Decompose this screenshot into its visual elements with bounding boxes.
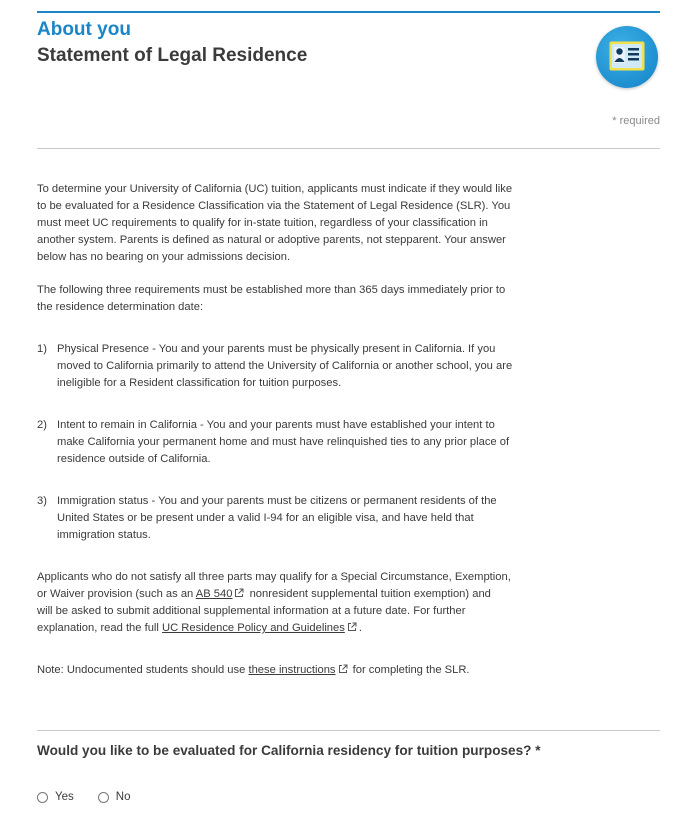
requirements-intro: The following three requirements must be established more than 365 days immediately prior to the residence determination date:	[37, 284, 506, 313]
undocumented-note	[37, 662, 515, 679]
external-link-icon	[338, 664, 348, 674]
residency-question: Would you like to be evaluated for California residency for tuition purposes? *	[37, 743, 541, 758]
list-item	[37, 417, 515, 468]
radio-yes[interactable]	[37, 792, 48, 803]
applicants-text: or Waiver provision (such as an	[37, 588, 196, 600]
these-instructions-link[interactable]: these instructions	[248, 664, 336, 676]
question-divider	[37, 730, 660, 731]
list-item	[37, 493, 515, 544]
list-item-text: Intent to remain in California - You and your parents must have established your intent to make California your permanent home and must have relinquished ties to any prior place of residence outside of California.	[57, 419, 510, 465]
header-divider	[37, 148, 660, 149]
ab540-link[interactable]: AB 540	[195, 588, 233, 600]
radio-yes-label: Yes	[55, 791, 74, 803]
list-item-text: Immigration status - You and your parents must be citizens or permanent residents of the United States or be present under a valid I-94 for an eligible visa, and have held that immigration status.	[57, 495, 497, 541]
uc-residence-policy-link[interactable]: UC Residence Policy and Guidelines	[162, 622, 345, 634]
slr-description	[37, 181, 515, 679]
applicants-paragraph	[37, 569, 515, 637]
id-card-badge	[596, 26, 658, 88]
applicants-text: nonresident supplemental tuition exemption) and	[246, 588, 491, 600]
section-title: About you	[37, 19, 131, 40]
note-text: for completing the SLR.	[349, 664, 470, 676]
top-accent-rule	[37, 11, 660, 13]
radio-no-label: No	[115, 791, 131, 803]
radio-option-yes[interactable]	[37, 791, 74, 803]
list-item-number: 2)	[37, 419, 47, 431]
intro-paragraph: To determine your University of California (UC) tuition, applicants must indicate if they would like to be evaluated for a Residence Classification via the Statement of Legal Residence (SLR). You must meet UC requirements to qualify for in-state tuition, regardless of your classification in another system. Parents is defined as natural or adoptive parents, not stepparent. Your answer below has no bearing on your admissions decision.	[37, 183, 513, 263]
external-link-icon	[234, 588, 244, 598]
list-item	[37, 341, 515, 392]
list-item-number: 3)	[37, 495, 47, 507]
applicants-line-3: will be asked to submit additional supplemental information at a future date. For further	[37, 605, 466, 617]
external-link-icon	[347, 622, 357, 632]
residency-radio-group	[37, 791, 154, 803]
applicants-text: .	[358, 622, 362, 634]
radio-no[interactable]	[98, 792, 109, 803]
list-item-text: Physical Presence - You and your parents must be physically present in California. If you moved to California primarily to attend the University of California or another school, you are ineligible for a Resident classification for tuition purposes.	[57, 343, 513, 389]
list-item-number: 1)	[37, 343, 47, 355]
applicants-line-2	[37, 586, 515, 603]
applicants-line-4	[37, 620, 515, 637]
applicants-line-1: Applicants who do not satisfy all three parts may qualify for a Special Circumstance, Exemption,	[37, 571, 511, 583]
note-text: Note: Undocumented students should use	[37, 664, 249, 676]
radio-option-no[interactable]	[98, 791, 131, 803]
page-title: Statement of Legal Residence	[37, 45, 308, 66]
required-note: * required	[612, 115, 660, 127]
id-card-icon	[609, 41, 645, 71]
requirements-list	[37, 341, 515, 544]
applicants-text: explanation, read the full	[37, 622, 163, 634]
